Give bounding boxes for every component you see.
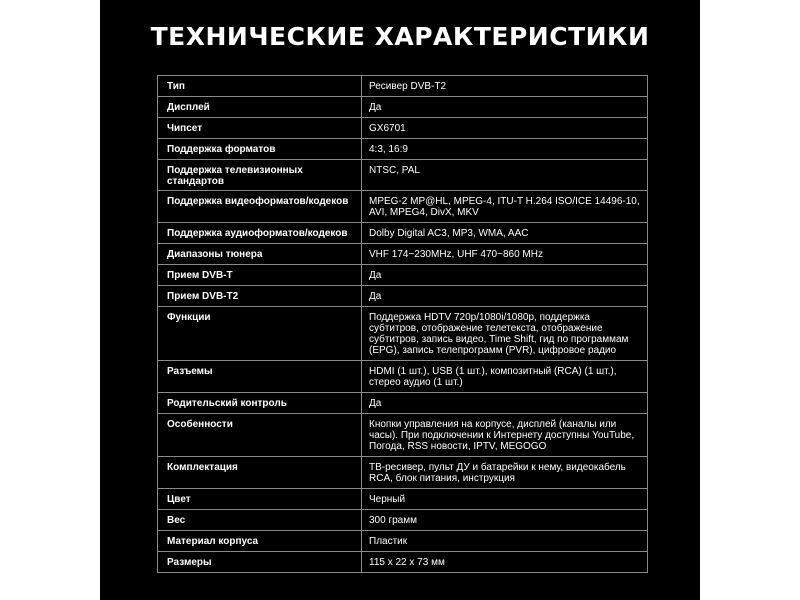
spec-key: Комплектация bbox=[158, 457, 362, 489]
spec-key: Прием DVB-T bbox=[158, 265, 362, 286]
spec-key: Разъемы bbox=[158, 361, 362, 393]
table-row bbox=[158, 286, 648, 307]
spec-value: Да bbox=[362, 97, 648, 118]
spec-key: Родительский контроль bbox=[158, 393, 362, 414]
spec-key: Цвет bbox=[158, 489, 362, 510]
spec-panel bbox=[100, 0, 700, 600]
table-row bbox=[158, 414, 648, 457]
table-row bbox=[158, 76, 648, 97]
spec-value: Да bbox=[362, 265, 648, 286]
table-row bbox=[158, 191, 648, 223]
table-row bbox=[158, 393, 648, 414]
spec-value: MPEG-2 MP@HL, MPEG-4, ITU-T H.264 ISO/ICE 14496-10, AVI, MPEG4, DivX, MKV bbox=[362, 191, 648, 223]
table-row bbox=[158, 265, 648, 286]
spec-key: Поддержка телевизионных стандартов bbox=[158, 160, 362, 191]
spec-value: 4:3, 16:9 bbox=[362, 139, 648, 160]
table-row bbox=[158, 97, 648, 118]
spec-value: Кнопки управления на корпусе, дисплей (каналы или часы). При подключении к Интернету доступны YouTube, Погода, RSS новости, IPTV, MEGOGO bbox=[362, 414, 648, 457]
table-row bbox=[158, 139, 648, 160]
spec-value: Черный bbox=[362, 489, 648, 510]
page-title: ТЕХНИЧЕСКИЕ ХАРАКТЕРИСТИКИ bbox=[150, 22, 650, 51]
spec-value: GX6701 bbox=[362, 118, 648, 139]
spec-key: Чипсет bbox=[158, 118, 362, 139]
spec-value: VHF 174~230MHz, UHF 470~860 MHz bbox=[362, 244, 648, 265]
spec-key: Особенности bbox=[158, 414, 362, 457]
spec-value: Dolby Digital AC3, MP3, WMA, AAC bbox=[362, 223, 648, 244]
table-row bbox=[158, 531, 648, 552]
spec-value: Пластик bbox=[362, 531, 648, 552]
table-row bbox=[158, 223, 648, 244]
spec-table bbox=[157, 75, 648, 573]
spec-value: HDMI (1 шт.), USB (1 шт.), композитный (RCA) (1 шт.), стерео аудио (1 шт.) bbox=[362, 361, 648, 393]
spec-value: Да bbox=[362, 393, 648, 414]
table-row bbox=[158, 489, 648, 510]
table-row bbox=[158, 510, 648, 531]
spec-table-body bbox=[158, 76, 648, 573]
spec-key: Диапазоны тюнера bbox=[158, 244, 362, 265]
table-row bbox=[158, 457, 648, 489]
table-row bbox=[158, 307, 648, 361]
spec-key: Поддержка видеоформатов/кодеков bbox=[158, 191, 362, 223]
table-row bbox=[158, 118, 648, 139]
spec-key: Вес bbox=[158, 510, 362, 531]
spec-value: Да bbox=[362, 286, 648, 307]
spec-key: Дисплей bbox=[158, 97, 362, 118]
spec-key: Поддержка форматов bbox=[158, 139, 362, 160]
spec-key: Функции bbox=[158, 307, 362, 361]
spec-value: Поддержка HDTV 720p/1080i/1080p, поддержка субтитров, отображение телетекста, отображение субтитров, запись видео, Time Shift, гид по программам (EPG), запись телепрограмм (PVR), цифровое радио bbox=[362, 307, 648, 361]
spec-key: Тип bbox=[158, 76, 362, 97]
spec-value: 115 х 22 х 73 мм bbox=[362, 552, 648, 573]
table-row bbox=[158, 244, 648, 265]
table-row bbox=[158, 552, 648, 573]
spec-value: 300 грамм bbox=[362, 510, 648, 531]
spec-key: Поддержка аудиоформатов/кодеков bbox=[158, 223, 362, 244]
spec-key: Материал корпуса bbox=[158, 531, 362, 552]
spec-key: Прием DVB-T2 bbox=[158, 286, 362, 307]
spec-value: Ресивер DVB-T2 bbox=[362, 76, 648, 97]
table-row bbox=[158, 361, 648, 393]
table-row bbox=[158, 160, 648, 191]
spec-value: ТВ-ресивер, пульт ДУ и батарейки к нему, видеокабель RCA, блок питания, инструкция bbox=[362, 457, 648, 489]
spec-value: NTSC, PAL bbox=[362, 160, 648, 191]
spec-key: Размеры bbox=[158, 552, 362, 573]
